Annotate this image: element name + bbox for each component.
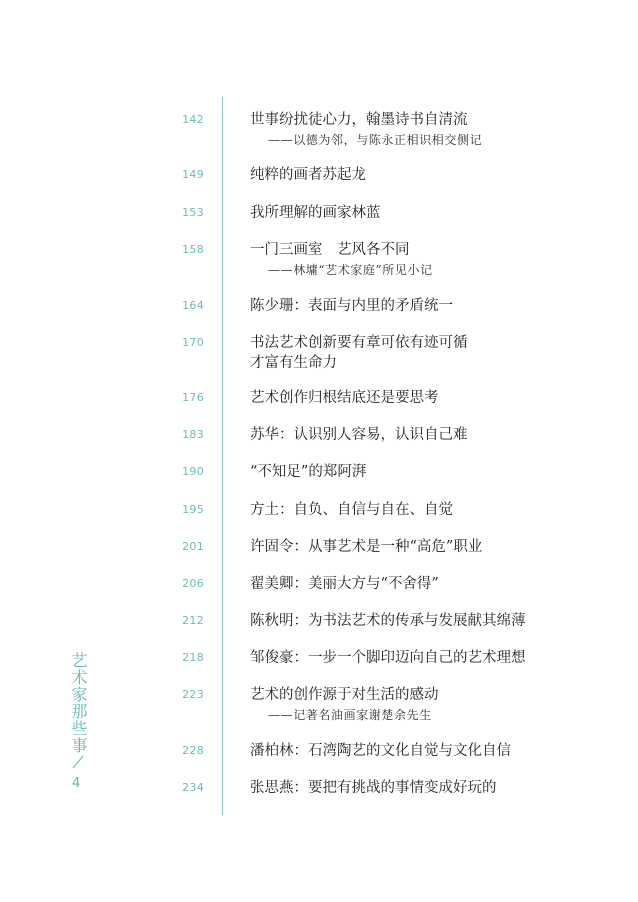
toc-page-number: 234 [182, 781, 204, 794]
toc-entry-title[interactable]: 邹俊豪：一步一个脚印迈向自己的艺术理想 [250, 650, 526, 666]
toc-page-number: 206 [182, 577, 204, 590]
toc-entry-title[interactable]: 潘柏林：石湾陶艺的文化自觉与文化自信 [250, 743, 511, 759]
toc-page-number: 183 [182, 428, 204, 441]
toc-entry-title[interactable]: 一门三画室 艺风各不同 [250, 242, 410, 258]
toc-page-number: 201 [182, 540, 204, 553]
toc-entry-title[interactable]: 苏华：认识别人容易，认识自己难 [250, 427, 468, 443]
toc-entry-title[interactable]: 艺术创作归根结底还是要思考 [250, 390, 439, 406]
slash-separator-icon [70, 754, 86, 770]
toc-page-number: 223 [182, 688, 204, 701]
toc-divider-line [222, 97, 223, 815]
toc-entry-title[interactable]: 艺术的创作源于对生活的感动 [250, 687, 439, 703]
toc-page-number: 158 [182, 243, 204, 256]
toc-page-number: 228 [182, 744, 204, 757]
toc-entry-title[interactable]: 世事纷扰徒心力，翰墨诗书自清流 [250, 112, 468, 128]
toc-entry-title[interactable]: 陈少珊：表面与内里的矛盾统一 [250, 298, 453, 314]
toc-entry-subtitle: ——以德为邻，与陈永正相识相交侧记 [268, 133, 483, 147]
toc-entry-title[interactable]: 书法艺术创新要有章可依有迹可循 [250, 335, 468, 351]
toc-entry-title[interactable]: 我所理解的画家林蓝 [250, 205, 381, 221]
toc-page-number: 218 [182, 651, 204, 664]
toc-entry-subtitle: ——林墉“艺术家庭”所见小记 [268, 263, 433, 277]
toc-entry-subtitle: ——记著名油画家谢楚余先生 [268, 708, 432, 722]
toc-entry-title[interactable]: 方土：自负、自信与自在、自觉 [250, 502, 453, 518]
toc-page-number: 170 [182, 336, 204, 349]
toc-page-number: 212 [182, 614, 204, 627]
toc-page-number: 176 [182, 391, 204, 404]
toc-page-number: 164 [182, 299, 204, 312]
toc-page-number: 149 [182, 168, 204, 181]
toc-entry-title[interactable]: “不知足”的郑阿湃 [250, 464, 367, 480]
toc-entry-title[interactable]: 陈秋明：为书法艺术的传承与发展献其绵薄 [250, 613, 526, 629]
toc-entry-title[interactable]: 张思燕：要把有挑战的事情变成好玩的 [250, 780, 497, 796]
running-book-title: 艺术家那些事 [69, 652, 88, 754]
toc-page-number: 190 [182, 465, 204, 478]
toc-page-number: 195 [182, 503, 204, 516]
toc-entry-title[interactable]: 许固令：从事艺术是一种“高危”职业 [250, 539, 483, 555]
toc-entry-title-continued[interactable]: 才富有生命力 [250, 355, 337, 371]
toc-entry-title[interactable]: 纯粹的画者苏起龙 [250, 167, 366, 183]
toc-entry-title[interactable]: 翟美卿：美丽大方与“不舍得” [250, 576, 439, 592]
toc-page-number: 142 [182, 113, 204, 126]
folio-page-number: 4 [72, 776, 81, 791]
toc-page-number: 153 [182, 206, 204, 219]
